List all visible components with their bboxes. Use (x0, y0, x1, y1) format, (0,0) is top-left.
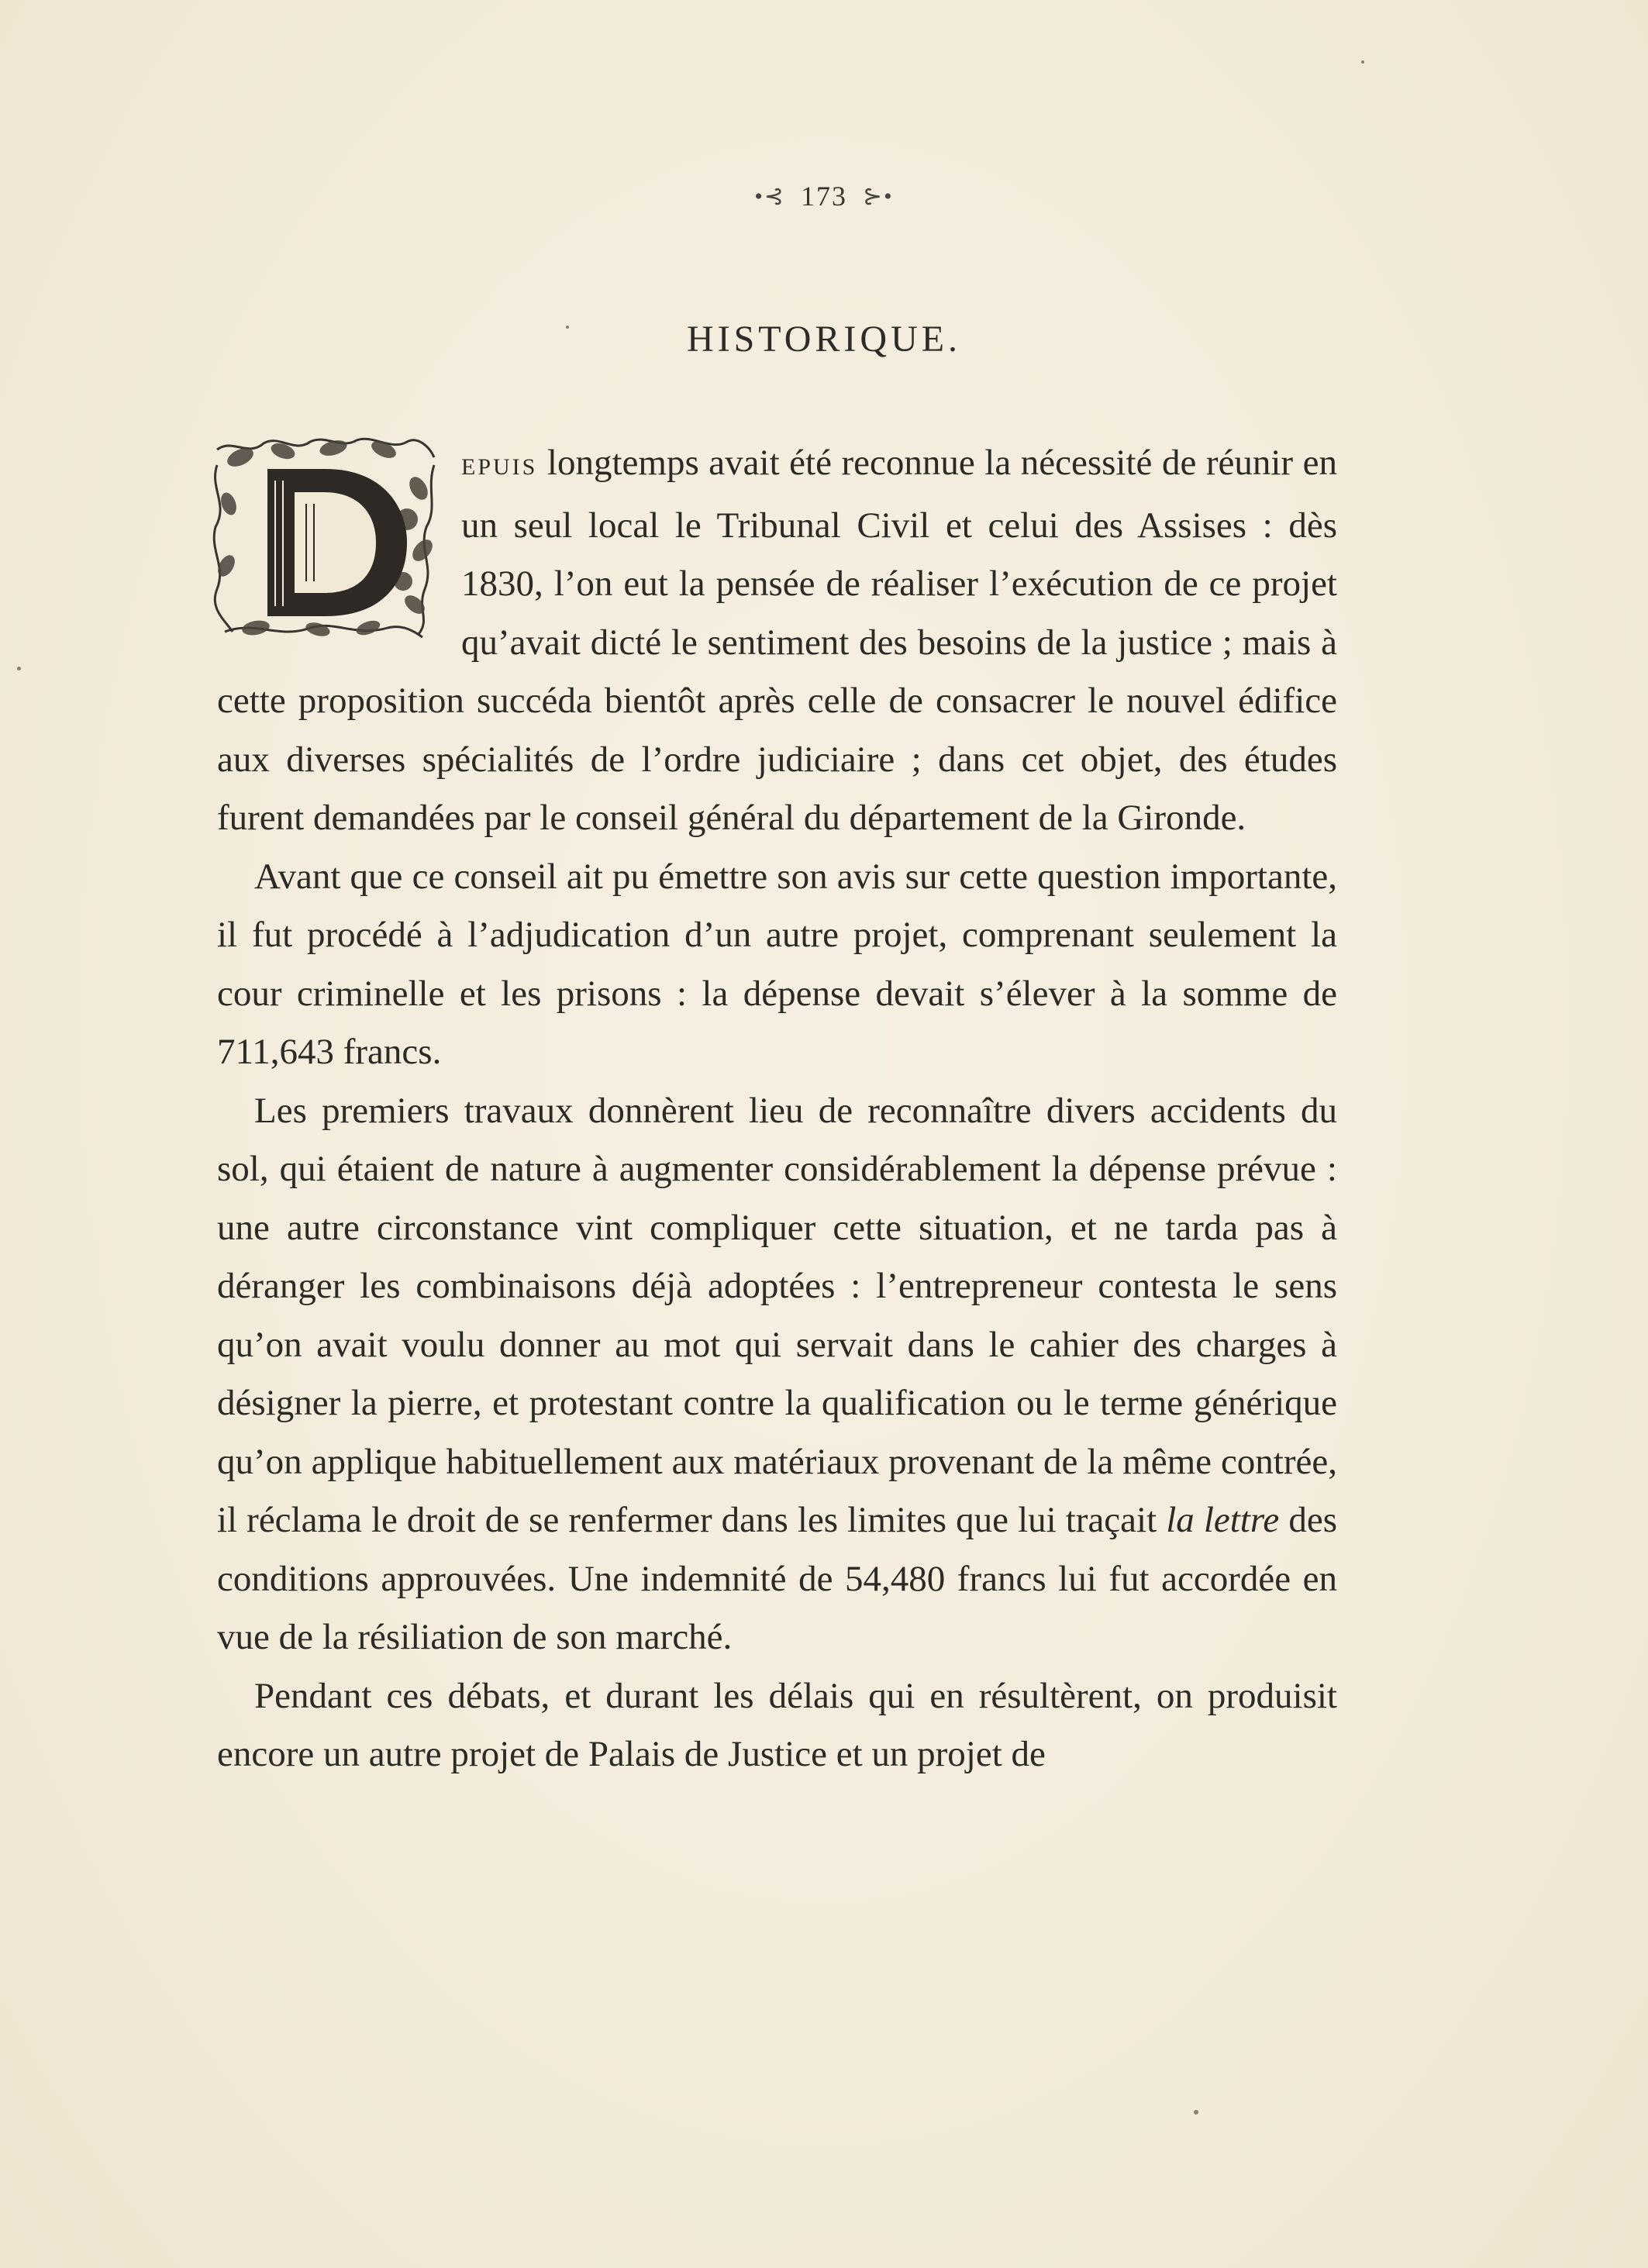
paragraph-4: Pendant ces débats, et durant les délais qui en résultèrent, on produisit encore un autre projet de Palais de Justice et un projet de (217, 1675, 1337, 1774)
paragraph-1-text: longtemps avait été reconnue la nécessité de réunir en un seul local le Tribunal Civil et celui des Assises : dès 1830, l’on eut la pensée de réaliser l’exécution de ce projet qu’avait dicté le sentiment des besoins de la justice ; mais à cette proposition succéda bientôt après celle de consacrer le nouvel édifice aux diverses spécialités de l’ordre judiciaire ; dans cet objet, des études furent demandées par le conseil général du département de la Gironde. (217, 443, 1337, 838)
ornament-left-icon: •⊰ (754, 184, 785, 209)
paragraph-2: Avant que ce conseil ait pu émettre son avis sur cette question importante, il fut procédé à l’adjudication d’un autre projet, comprenant seulement la cour criminelle et les prisons : la dépense devait s’élever à la somme de 711,643 francs. (217, 856, 1337, 1072)
ornament-right-icon: ⊱• (863, 184, 894, 209)
page-number-text: 173 (801, 181, 847, 212)
page-number (0, 180, 1648, 212)
section-title: HISTORIQUE. (686, 319, 962, 360)
body-text (217, 434, 1337, 1784)
paragraph-3 (217, 1082, 1337, 1667)
paper-speck (17, 667, 21, 670)
paragraph-1 (217, 434, 1337, 848)
paragraph-3-text-before: Les premiers travaux donnèrent lieu de reconnaître divers accidents du sol, qui étaient de nature à augmenter considérablement la dépense prévue : une autre circonstance vint compliquer cette situation, et ne tarda pas à déranger les combinaisons déjà adoptées : l’entrepreneur contesta le sens qu’on avait voulu donner au mot qui servait dans le cahier des charges à désigner la pierre, et protestant contre la qualification ou le terme générique qu’on applique habituellement aux matériaux provenant de la même contrée, il réclama le droit de se renfermer dans les limites que lui traçait (217, 1090, 1337, 1540)
paper-speck (1361, 60, 1364, 64)
paper-speck (1194, 2110, 1198, 2115)
paper-speck (566, 326, 569, 329)
lead-smallcaps: EPUIS (461, 454, 538, 480)
paragraph-3-italic: la lettre (1166, 1500, 1280, 1540)
dropcap-spacer (217, 434, 461, 668)
paragraph-3-text-after: des conditions approuvées. Une indemnité de 54,480 francs lui fut accordée en vue de la résiliation de son marché. (217, 1500, 1337, 1657)
